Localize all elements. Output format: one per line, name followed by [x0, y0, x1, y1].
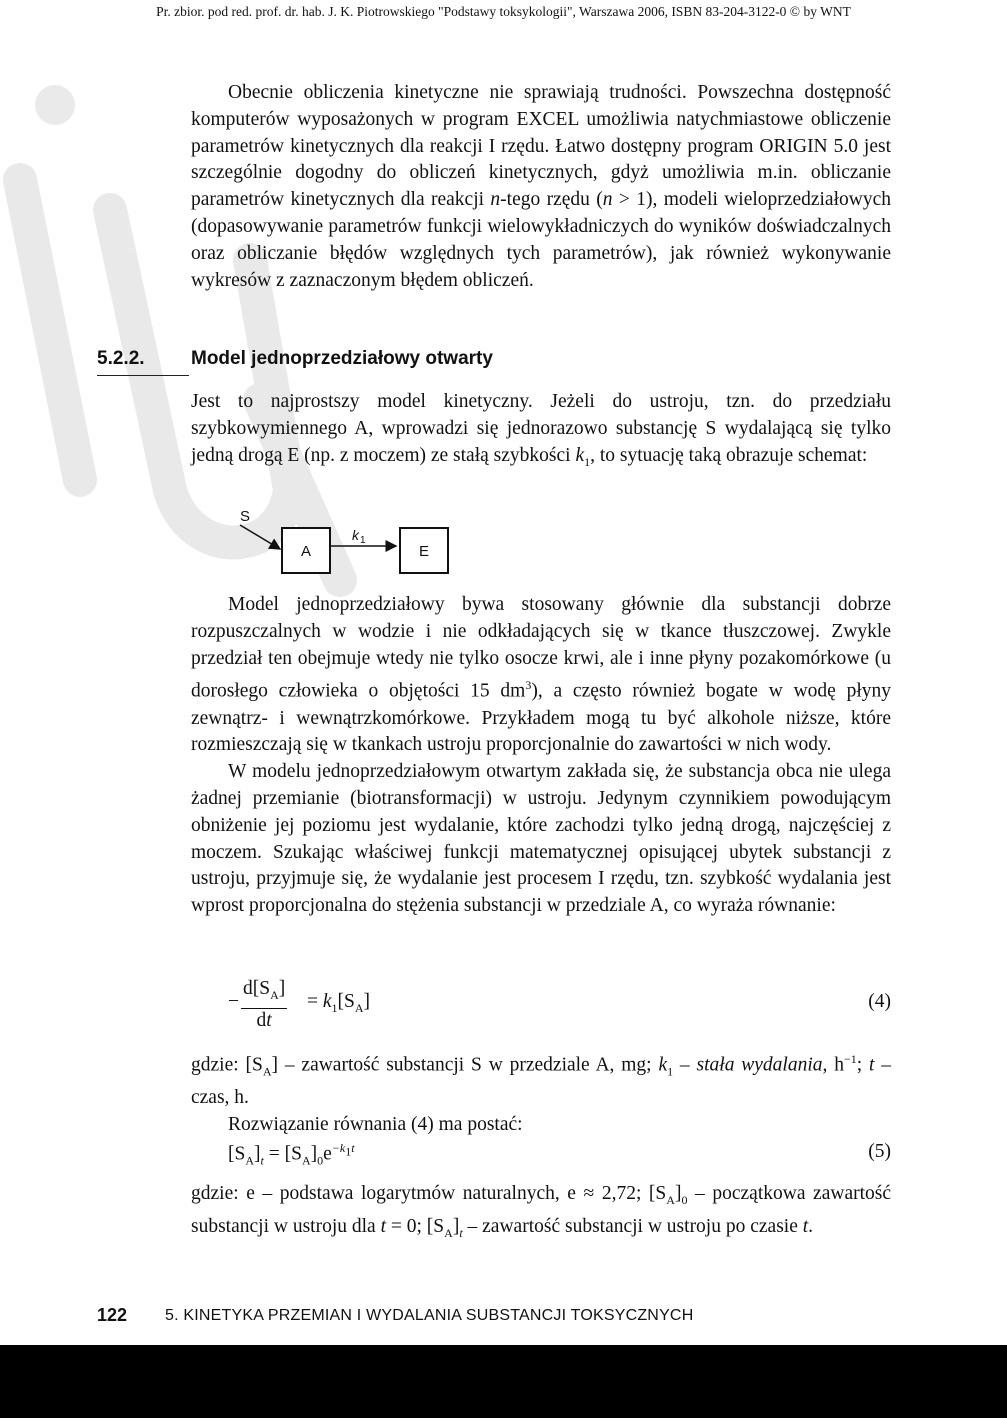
- section-number: 5.2.2.: [97, 348, 145, 369]
- diagram-e-label: E: [418, 543, 430, 560]
- equation-4-number: (4): [868, 991, 891, 1012]
- equation-4: − $\frac{d[S_A]}{dt}$ = $k_1[S_A]$ (4): [228, 978, 891, 1031]
- equation-5-number: (5): [868, 1141, 891, 1162]
- paragraph-7: gdzie: e – podstawa logarytmów naturalnych, e ≈ 2,72; $[S_A]_0$ – początkowa zawartość substancji w ustroju dla t = 0; $[S_A]_t$ – zawartość substancji w ustroju po czasie t.: [191, 1183, 892, 1240]
- running-footer: 5. KINETYKA PRZEMIAN I WYDALANIA SUBSTANCJI TOKSYCZNYCH: [165, 1307, 694, 1324]
- diagram-a-label: A: [300, 543, 312, 560]
- paragraph-2: Jest to najprostszy model kinetyczny. Jeżeli do ustroju, tzn. do przedziału szybkowymiennego A, wprowadzi się jednorazowo substancję S wydalającą się tylko jedną drogą E (np. z moczem) ze stałą szybkości $k_1$, to sytuację taką obrazuje schemat:: [191, 391, 891, 469]
- paragraph-5: gdzie: $[S_A]$ – zawartość substancji S w przedziale A, mg; $k_1$ – stała wydalania, $h^{-1}$; t – czas, h. Rozwiązanie równania (4) ma postać:: [191, 1052, 892, 1135]
- diagram-k-sub: 1: [360, 535, 366, 546]
- page-number: 122: [97, 1305, 128, 1325]
- section-rule: [97, 375, 189, 376]
- diagram-k-label: k: [352, 527, 359, 543]
- diagram-s-label: S: [240, 508, 251, 525]
- section-title: Model jednoprzedziałowy otwarty: [191, 348, 493, 369]
- equation-5: $[S_A]_t = [S_A]_0e^{-k_1t}$ (5): [228, 1141, 891, 1168]
- paragraph-1: Obecnie obliczenia kinetyczne nie sprawiają trudności. Powszechna dostępność komputerów wyposażonych w program EXCEL umożliwia natychmiastowe obliczenie parametrów kinetycznych dla reakcji I rzędu. Łatwo dostępny program ORIGIN 5.0 jest szczególnie dogodny do obliczeń kinetycznych, gdyż umożliwia m.in. obliczanie parametrów kinetycznych dla reakcji n-tego rzędu (n > 1), modeli wieloprzedziałowych (dopasowywanie parametrów funkcji wielowykładniczych do wyników doświadczalnych oraz obliczanie błędów względnych tych parametrów), jak również wykonywanie wykresów z zaznaczonym błędem obliczeń.: [191, 82, 891, 291]
- page-header: Pr. zbior. pod red. prof. dr. hab. J. K. Piotrowskiego "Podstawy toksykologii", Warszawa 2006, ISBN 83-204-3122-0 © by WNT: [156, 4, 851, 19]
- compartment-diagram: [210, 505, 470, 580]
- paragraph-3: Model jednoprzedziałowy bywa stosowany głównie dla substancji dobrze rozpuszczalnych w wodzie i nie odkładających się w tkance tłuszczowej. Zwykle przedział ten obejmuje wtedy nie tylko osocze krwi, ale i inne płyny pozakomórkowe (u dorosłego człowieka o objętości 15 $dm^3$), a często również bogate w wodę płyny zewnątrz- i wewnątrzkomórkowe. Przykładem mogą tu być alkohole niższe, które rozmieszczają się w tkankach ustroju proporcjonalnie do zawartości w nich wody. W modelu jednoprzedziałowym otwartym zakłada się, że substancja obca nie ulega żadnej przemianie (biotransformacji) w ustroju. Jedynym czynnikiem powodującym obniżenie jej poziomu jest wydalanie, które zachodzi tylko jedną drogą, najczęściej z moczem. Szukając właściwej funkcji matematycznej opisującej ubytek substancji z ustroju, przyjmuje się, że wydalanie jest procesem I rzędu, tzn. szybkość wydalania jest wprost proporcjonalna do stężenia substancji w przedziale A, co wyraża równanie:: [191, 594, 892, 917]
- input-arrow: [240, 525, 280, 549]
